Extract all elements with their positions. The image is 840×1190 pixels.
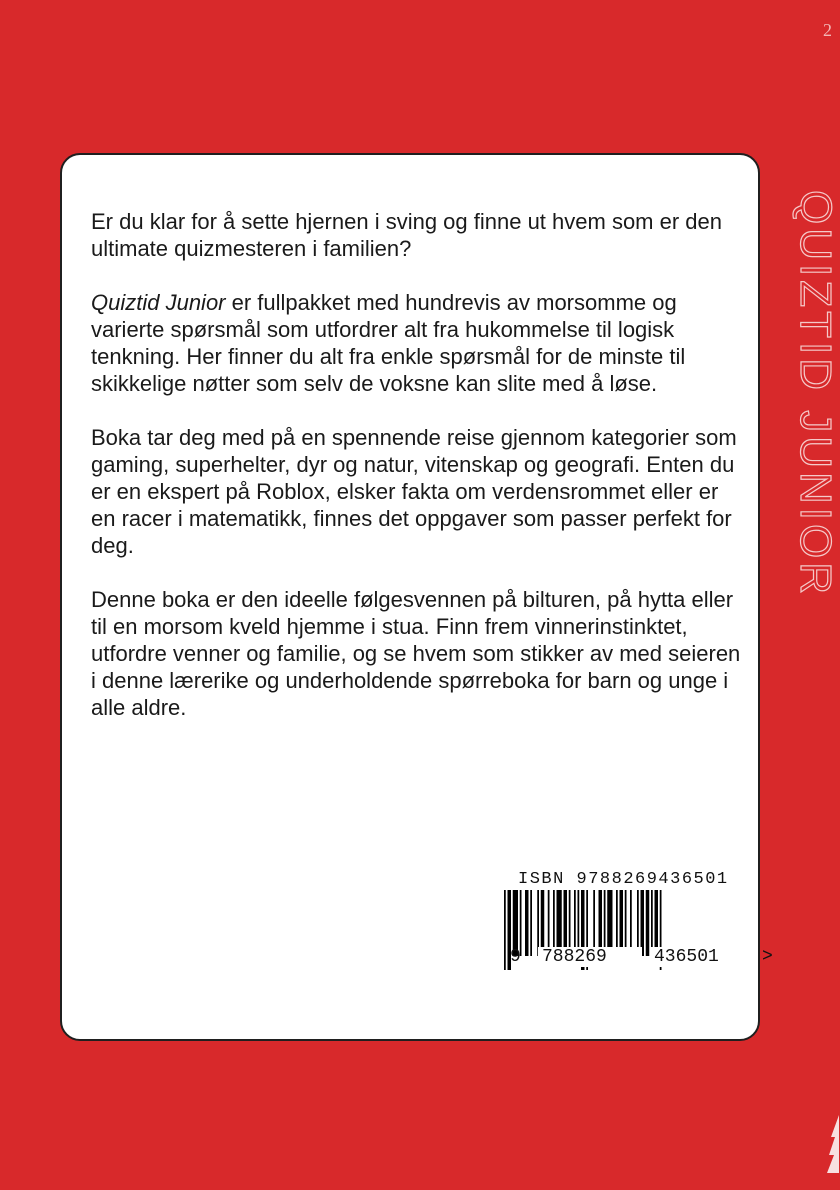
barcode-end-mark: > bbox=[762, 947, 773, 967]
barcode-right-digits: 436501 bbox=[650, 947, 754, 967]
spine-title-text: QUIZTID JUNIOR bbox=[791, 190, 840, 598]
barcode-bar bbox=[504, 890, 506, 970]
barcode-digits bbox=[510, 947, 773, 967]
blurb-paragraph-2-text: er fullpakket med hundrevis av morsomme og varierte spørsmål som utfordrer alt fra hukommelse til logisk tenkning. Her finner du alt fra enkle spørsmål for de minste til skikkelige nøtter som selv de voksne kan slite med å løse. bbox=[91, 290, 686, 396]
spine-title bbox=[791, 190, 840, 970]
blurb-paragraph-4: Denne boka er den ideelle følgesvennen på bilturen, på hytta eller til en morsom kveld hjemme i stua. Finn frem vinnerinstinktet, utfordre venner og familie, og se hvem som stikker av med seieren i denne lærerike og underholdende spørreboka for barn og unge i alle aldre. bbox=[91, 587, 741, 720]
blurb-paragraph-3: Boka tar deg med på en spennende reise gjennom kategorier som gaming, superhelter, dyr og natur, vitenskap og geografi. Enten du er en ekspert på Roblox, elsker fakta om verdensrommet eller er en racer i matematikk, finnes det oppgaver som passer perfekt for deg. bbox=[91, 425, 737, 558]
blurb-paragraph-1: Er du klar for å sette hjernen i sving og finne ut hvem som er den ultimate quizmesteren i familien? bbox=[91, 209, 722, 261]
back-cover-card bbox=[60, 153, 773, 1041]
blurb-paragraph-2 bbox=[91, 289, 741, 397]
barcode-left-digits: 788269 bbox=[538, 947, 642, 967]
page-number: 2 bbox=[823, 20, 832, 40]
book-description bbox=[91, 208, 741, 748]
book-title: Quiztid Junior bbox=[91, 290, 226, 315]
barcode-lead-digit: 9 bbox=[510, 947, 521, 967]
isbn-label: ISBN 9788269436501 bbox=[518, 870, 729, 889]
tree-logo-icon bbox=[827, 1115, 839, 1175]
